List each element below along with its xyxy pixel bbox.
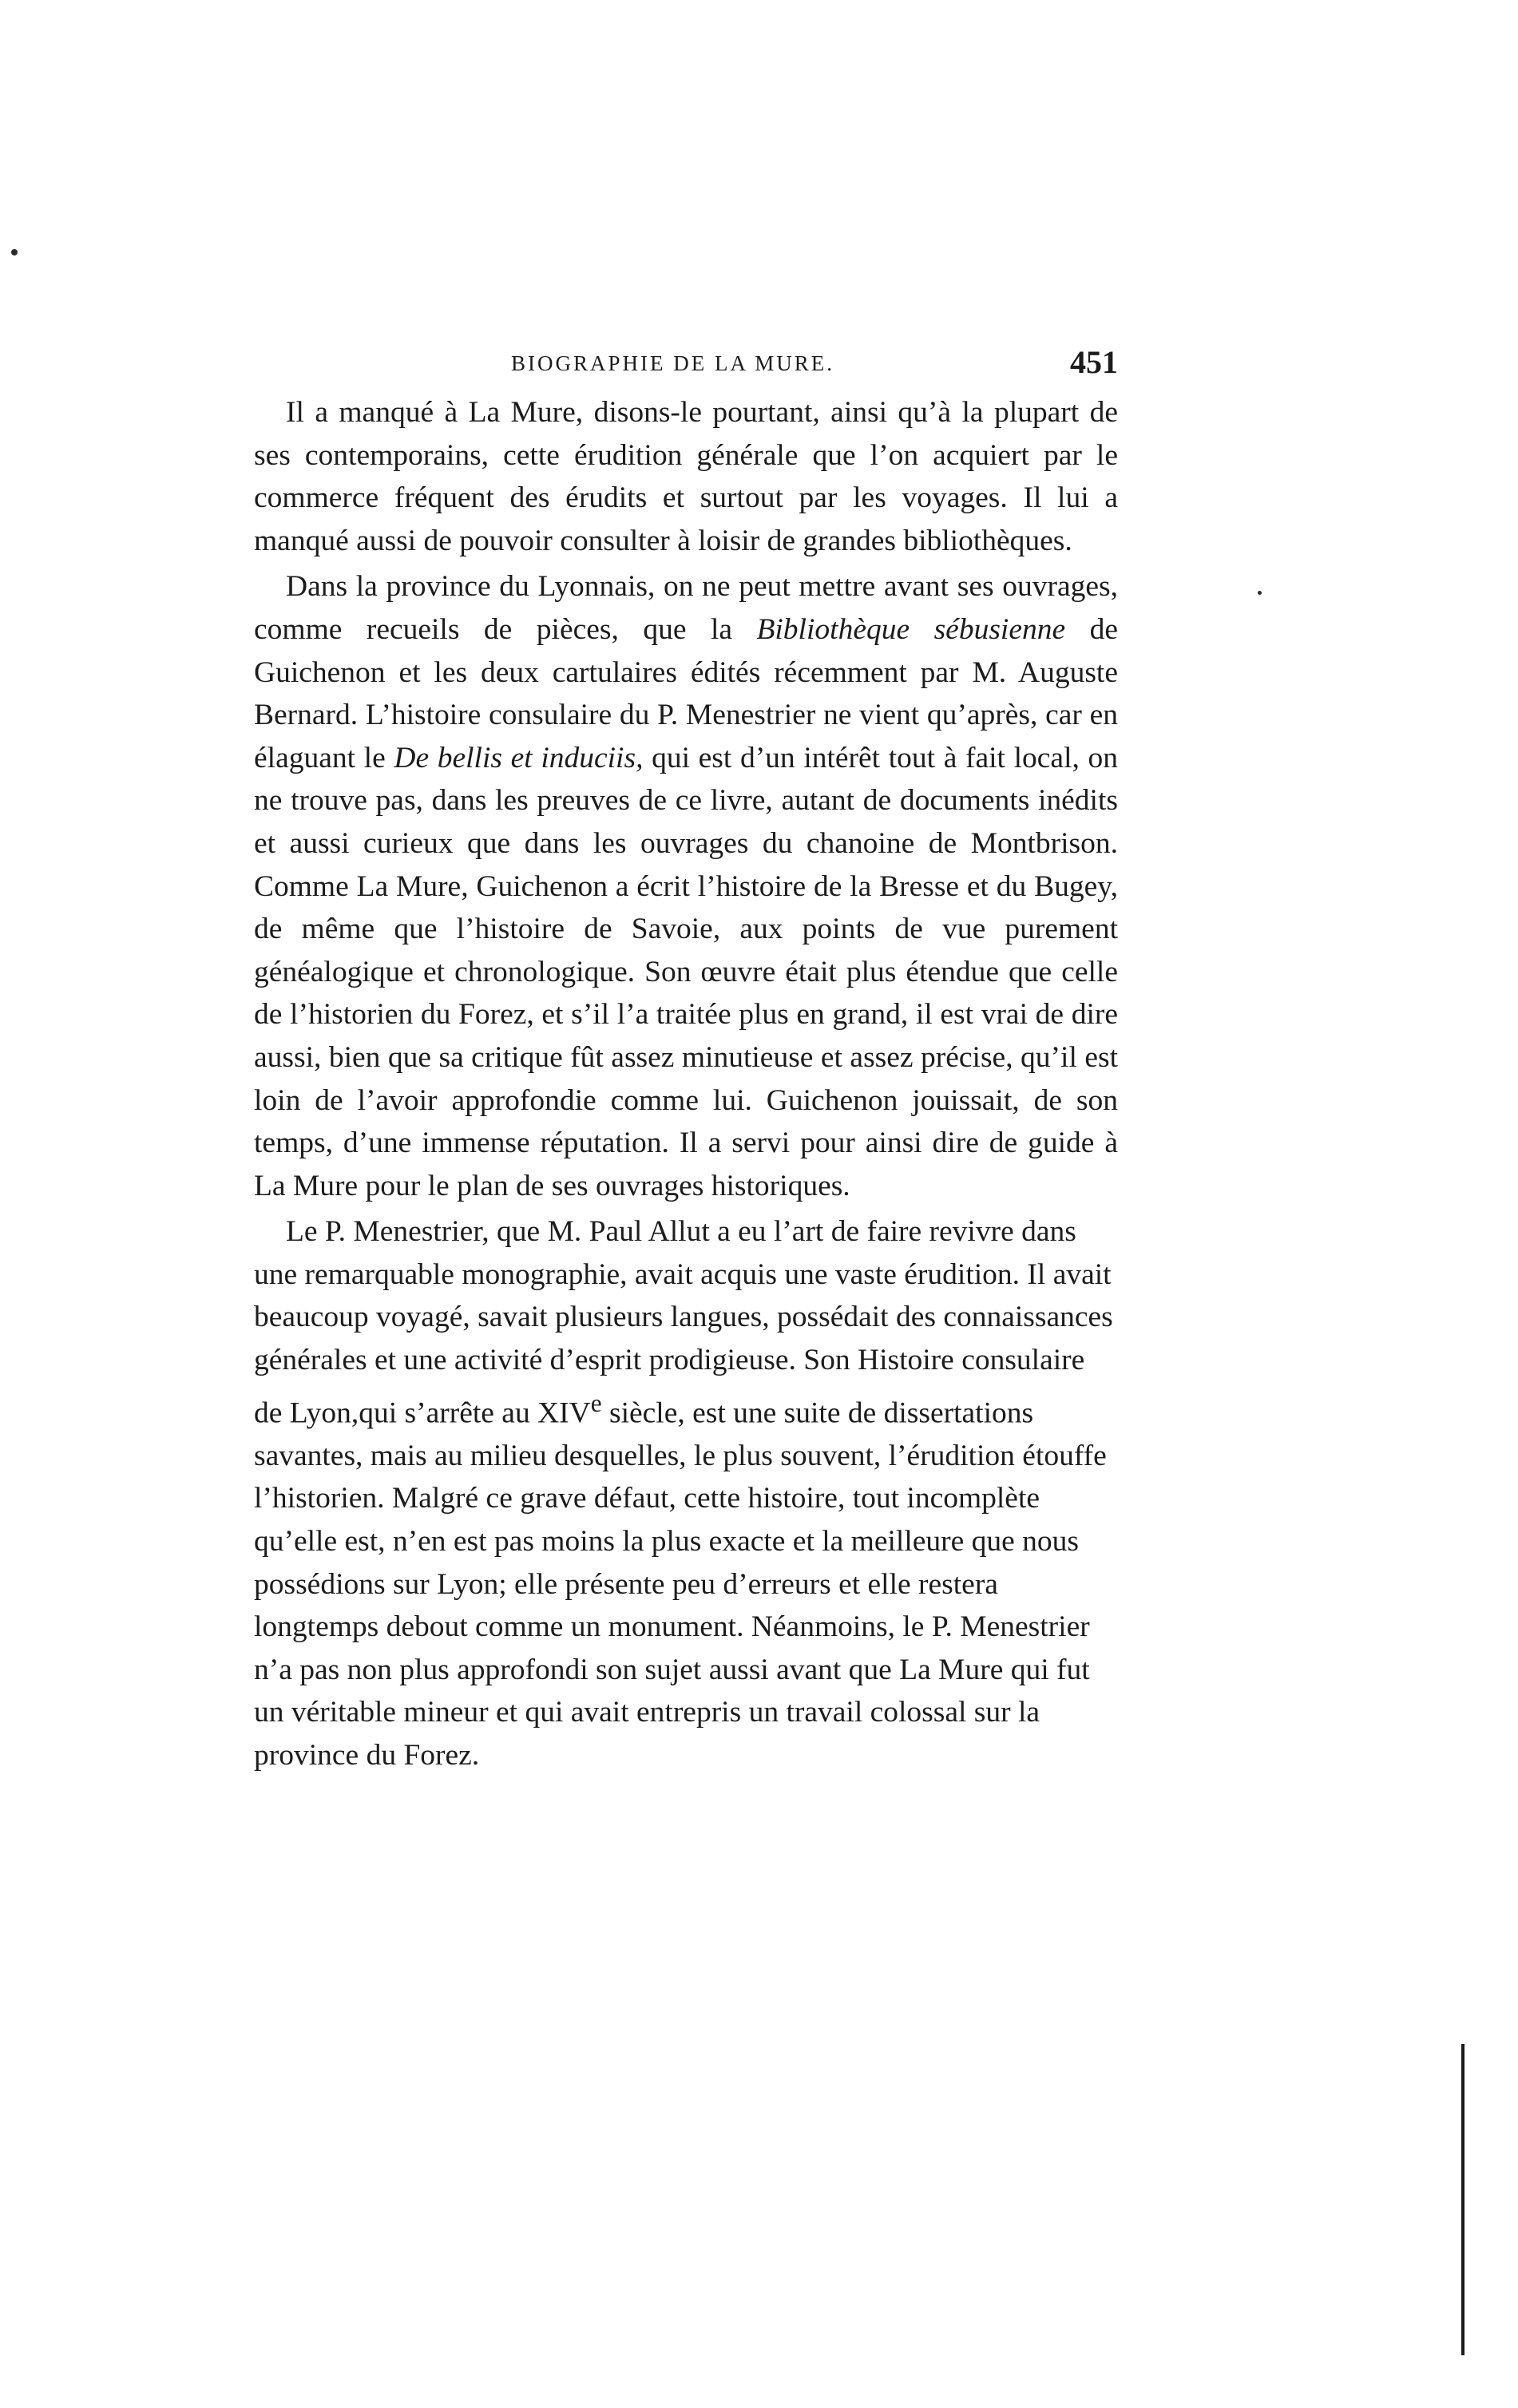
ink-speck	[11, 249, 18, 255]
text-run: qui est d’un intérêt tout à fait local, on ne trouve pas, dans les preuves de ce livre, autant de documents inédits et aussi curieux que dans les ouvrages du chanoine de Montbrison. Comme La Mure, Guichenon a écrit l’histoire de la Bresse et du Bugey, de même que l’histoire de Savoie, aux points de vue purement généalogique et chronologique. Son œuvre était plus étendue que celle de l’historien du Forez, et s’il l’a traitée plus en grand, il est vrai de dire aussi, bien que sa critique fût assez minutieuse et assez précise, qu’il est loin de l’avoir approfondie comme lui. Guichenon jouissait, de son temps, d’une immense réputation. Il a servi pour ainsi dire de guide à La Mure pour le plan de ses ouvrages historiques.	[254, 741, 1118, 1202]
running-title: BIOGRAPHIE DE LA MURE.	[511, 351, 835, 375]
text-run: Dans la province du Lyonnais, on ne peut mettre avant ses ouvrages, comme recueils de pièces, que la	[254, 570, 1118, 646]
body-text	[254, 391, 1118, 1777]
margin-rule	[1461, 2044, 1464, 2355]
italic-title: De bellis et induciis,	[394, 741, 644, 774]
text-run: de Guichenon et les deux cartulaires édités récemment par M. Auguste Bernard. L’histoire consulaire du P. Menestrier ne vient qu’après, car en élaguant le	[254, 612, 1118, 774]
text-run: Le P. Menestrier, que M. Paul Allut a eu l’art de faire revivre dans une remarquable monographie, avait acquis une vaste érudition. Il avait beaucoup voyagé, savait plusieurs langues, possédait des connaissances générales et une activité d’esprit prodigieuse. Son Histoire consulaire de Lyon,qui s’arrête au XIV	[254, 1215, 1113, 1430]
page-number: 451	[1070, 344, 1118, 380]
text-run: siècle, est une suite de dissertations savantes, mais au milieu desquelles, le plus souvent, l’érudition étouffe l’historien. Malgré ce grave défaut, cette histoire, tout incomplète qu’elle est, n’en est pas moins la plus exacte et la meilleure que nous possédions sur Lyon; elle présente peu d’erreurs et elle restera longtemps debout comme un monument. Néanmoins, le P. Menestrier n’a pas non plus approfondi son sujet aussi avant que La Mure qui fut un véritable mineur et qui avait entrepris un travail colossal sur la province du Forez.	[254, 1396, 1107, 1772]
paragraph	[254, 1210, 1118, 1776]
italic-title: Bibliothèque sébusienne	[756, 612, 1066, 646]
text-run: Il a manqué à La Mure, disons-le pourtant, ainsi qu’à la plupart de ses contemporains, cette érudition générale que l’on acquiert par le commerce fréquent des érudits et surtout par les voyages. Il lui a manqué aussi de pouvoir consulter à loisir de grandes bibliothèques.	[254, 396, 1118, 557]
paragraph	[254, 565, 1118, 1207]
paragraph	[254, 391, 1118, 562]
superscript: e	[590, 1388, 602, 1417]
running-header	[511, 343, 1118, 391]
ink-speck	[1258, 591, 1262, 595]
